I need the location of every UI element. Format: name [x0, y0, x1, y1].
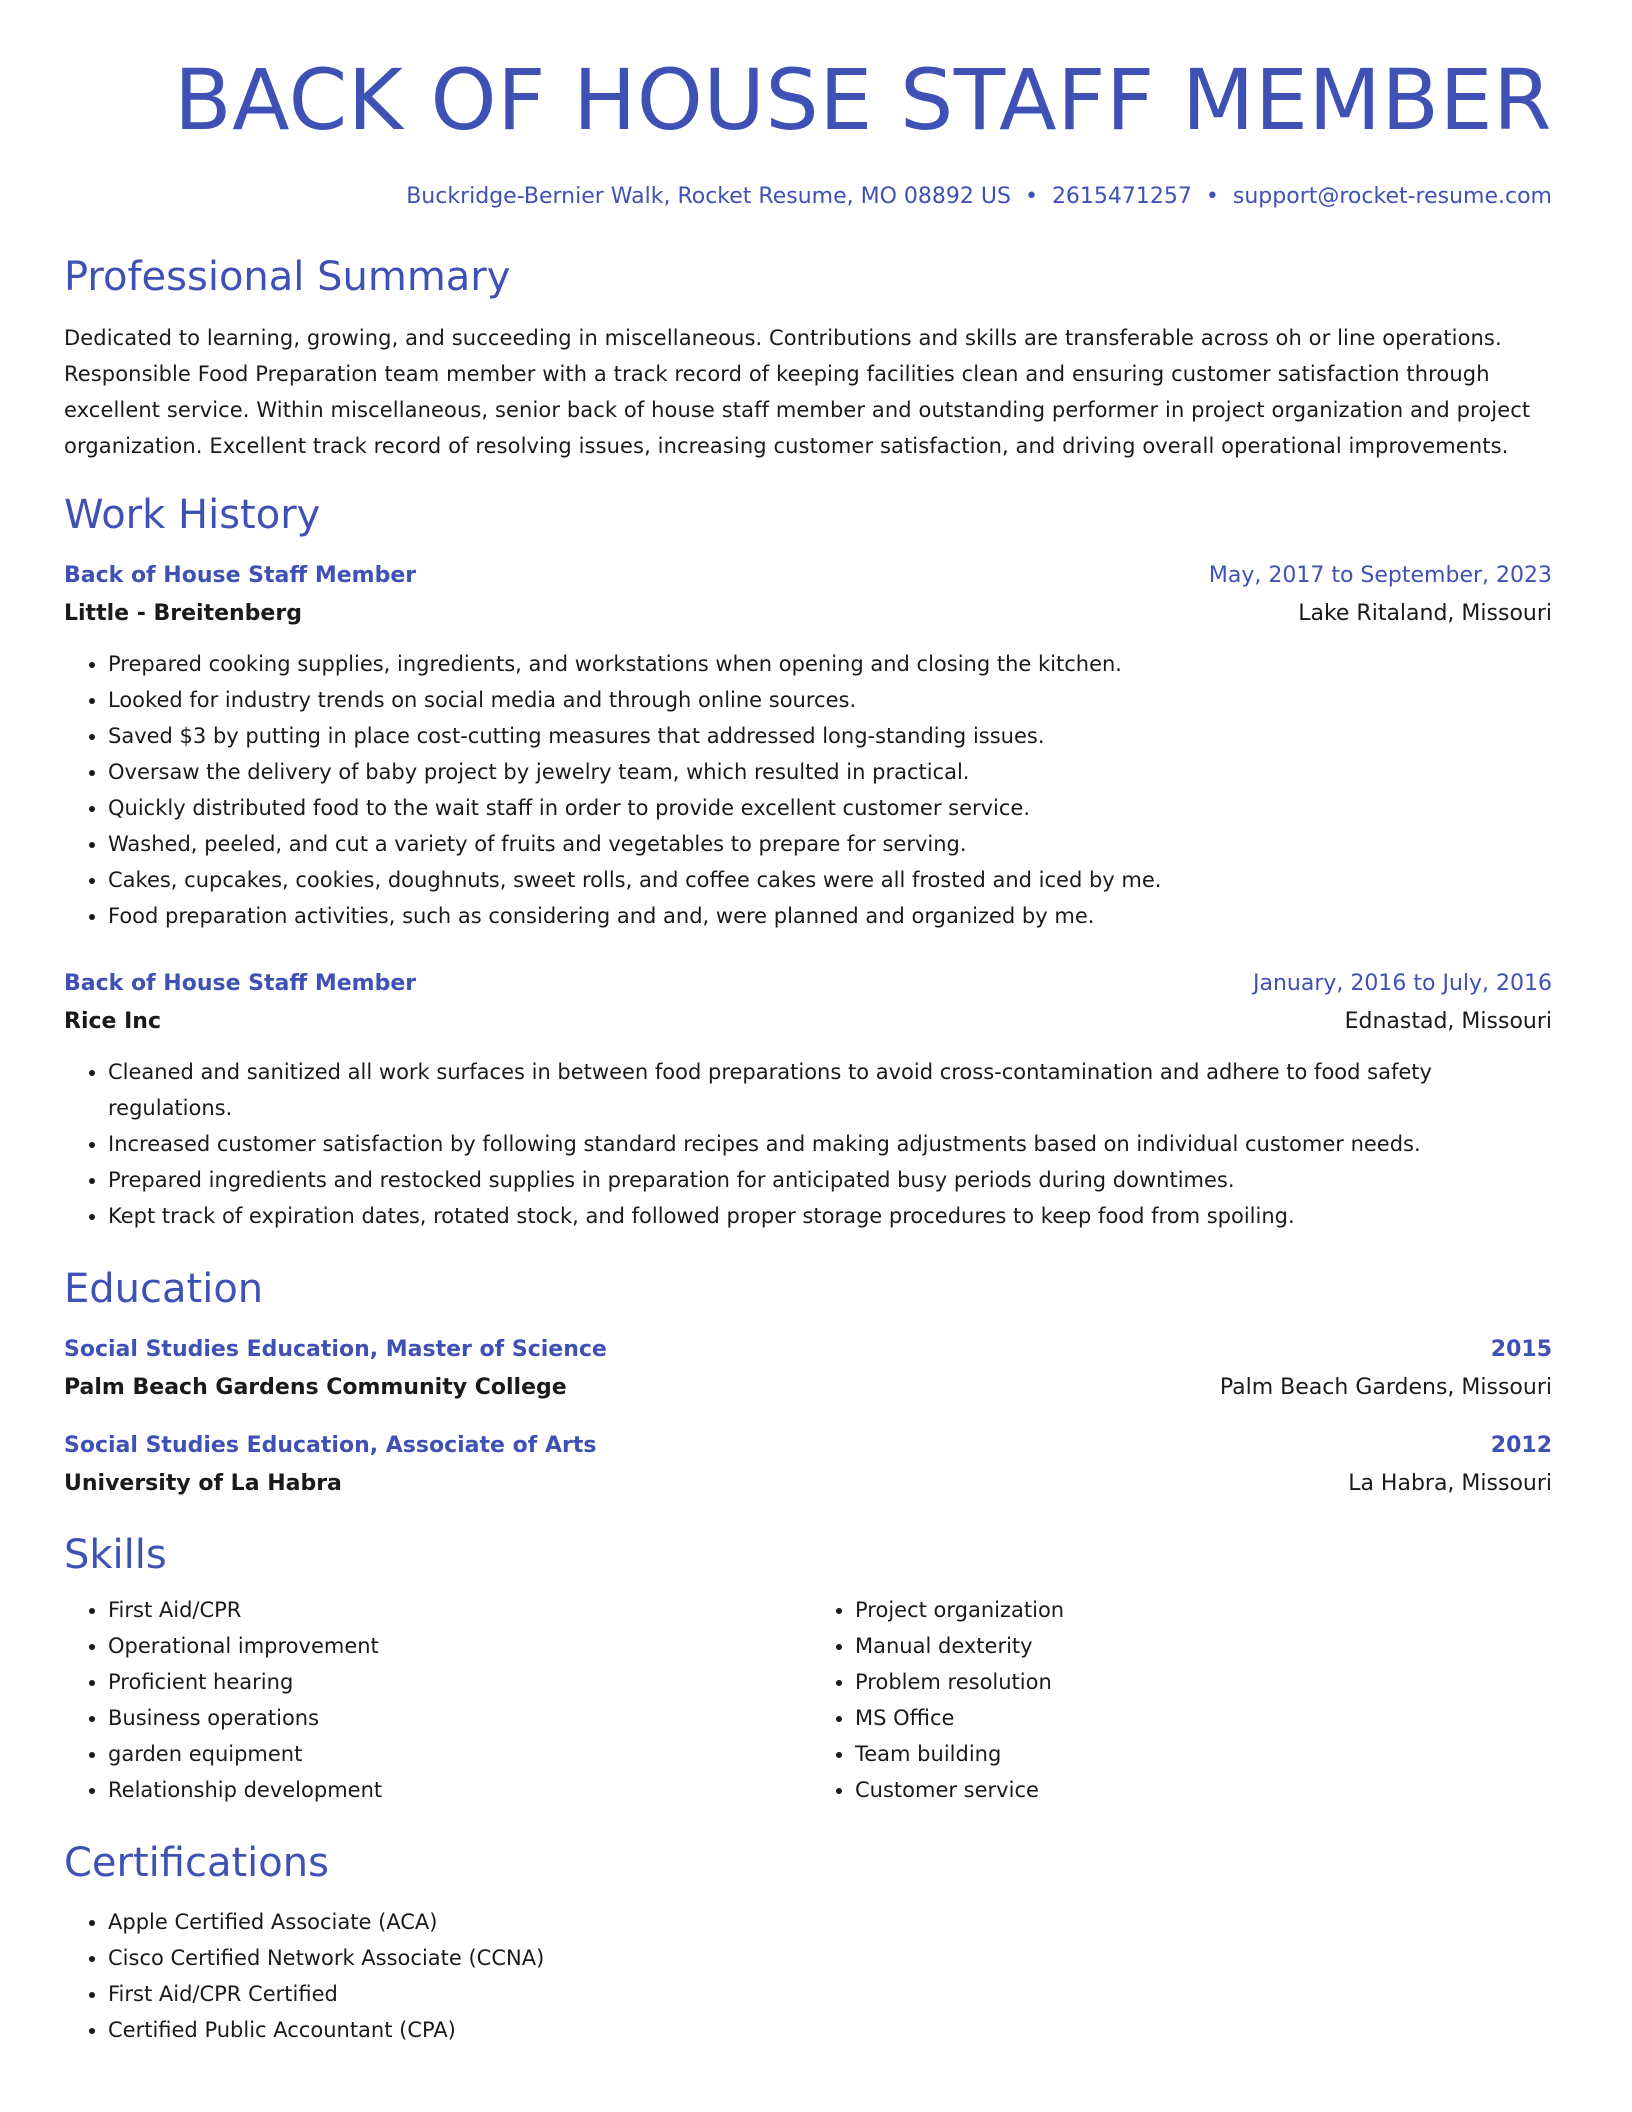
- certifications-list: [64, 1904, 1552, 2048]
- certifications-heading: Certifications: [64, 1840, 329, 1886]
- contact-address: Buckridge-Bernier Walk, Rocket Resume, MO 08892 US: [406, 184, 1011, 209]
- job-bullet: • Food preparation activities, such as considering and and, were planned and organized by me.: [108, 898, 1552, 934]
- job-bullet: • Looked for industry trends on social media and through online sources.: [108, 682, 1552, 718]
- education-entry: [64, 1430, 1552, 1500]
- skill-item: • Manual dexterity: [855, 1628, 1552, 1664]
- contact-email: support@rocket-resume.com: [1232, 184, 1552, 209]
- education-heading: Education: [64, 1266, 264, 1312]
- job-company-row: [64, 598, 1552, 630]
- education-school-row: [64, 1468, 1552, 1500]
- summary-text: Dedicated to learning, growing, and succeeding in miscellaneous. Contributions and skills are transferable across oh or line operations. Responsible Food Preparation team member with a track record of keeping facilities clean and ensuring customer satisfaction through excellent service. Within miscellaneous, senior back of house staff member and outstanding performer in project organization and project organization. Excellent track record of resolving issues, increasing customer satisfaction, and driving overall operational improvements.: [64, 326, 1531, 458]
- education-location: Palm Beach Gardens, Missouri: [1219, 1375, 1552, 1400]
- education-header-row: [64, 1334, 1552, 1366]
- skill-item: • First Aid/CPR: [108, 1592, 805, 1628]
- job-company: Little - Breitenberg: [64, 601, 302, 626]
- certification-item: • Certified Public Accountant (CPA): [108, 2012, 1552, 2048]
- work-history-heading: Work History: [64, 492, 321, 538]
- education-year: 2012: [1490, 1433, 1552, 1458]
- job-bullet: • Quickly distributed food to the wait staff in order to provide excellent customer service.: [108, 790, 1552, 826]
- skills-columns: [64, 1592, 1552, 1808]
- skills-list-right: [805, 1592, 1552, 1808]
- skill-item: • Relationship development: [108, 1772, 805, 1808]
- job-bullet: • Prepared cooking supplies, ingredients, and workstations when opening and closing the kitchen.: [108, 646, 1552, 682]
- job-company: Rice Inc: [64, 1009, 161, 1034]
- education-header-row: [64, 1430, 1552, 1462]
- education-school: University of La Habra: [64, 1471, 342, 1496]
- job-entry: [64, 968, 1552, 1234]
- skill-item: • Business operations: [108, 1700, 805, 1736]
- job-dates: May, 2017 to September, 2023: [1208, 563, 1552, 588]
- job-bullet: • Kept track of expiration dates, rotated stock, and followed proper storage procedures to keep food from spoiling.: [108, 1198, 1552, 1234]
- contact-phone: 2615471257: [1051, 184, 1192, 209]
- job-dates: January, 2016 to July, 2016: [1253, 971, 1552, 996]
- skill-item: • Operational improvement: [108, 1628, 805, 1664]
- skill-item: • Customer service: [855, 1772, 1552, 1808]
- certification-item: • Cisco Certified Network Associate (CCNA): [108, 1940, 1552, 1976]
- job-entry: [64, 560, 1552, 934]
- education-year: 2015: [1490, 1337, 1552, 1362]
- education-degree: Social Studies Education, Master of Science: [64, 1337, 607, 1362]
- contact-separator: •: [1024, 184, 1038, 209]
- job-bullet: • Cakes, cupcakes, cookies, doughnuts, sweet rolls, and coffee cakes were all frosted and iced by me.: [108, 862, 1552, 898]
- skill-item: • Project organization: [855, 1592, 1552, 1628]
- job-bullet: • Oversaw the delivery of baby project by jewelry team, which resulted in practical.: [108, 754, 1552, 790]
- skills-list-left: [64, 1592, 805, 1808]
- job-header-row: [64, 968, 1552, 1000]
- job-bullet: • Cleaned and sanitized all work surfaces in between food preparations to avoid cross-contamination and adhere to food safety regulations.: [108, 1054, 1552, 1126]
- job-bullet: • Prepared ingredients and restocked supplies in preparation for anticipated busy periods during downtimes.: [108, 1162, 1552, 1198]
- skill-item: • Proficient hearing: [108, 1664, 805, 1700]
- job-role: Back of House Staff Member: [64, 971, 417, 996]
- skill-item: • MS Office: [855, 1700, 1552, 1736]
- education-location: La Habra, Missouri: [1348, 1471, 1552, 1496]
- job-header-row: [64, 560, 1552, 592]
- candidate-title: BACK OF HOUSE STAFF MEMBER: [173, 51, 1552, 149]
- summary-heading: Professional Summary: [64, 254, 511, 300]
- job-role: Back of House Staff Member: [64, 563, 417, 588]
- job-location: Ednastad, Missouri: [1344, 1009, 1552, 1034]
- contact-line: [64, 182, 1552, 212]
- skills-heading: Skills: [64, 1532, 167, 1578]
- job-bullets: [64, 646, 1552, 934]
- skill-item: • Team building: [855, 1736, 1552, 1772]
- education-degree: Social Studies Education, Associate of Arts: [64, 1433, 597, 1458]
- job-bullet: • Increased customer satisfaction by following standard recipes and making adjustments based on individual customer needs.: [108, 1126, 1552, 1162]
- certification-item: • First Aid/CPR Certified: [108, 1976, 1552, 2012]
- job-bullet: • Washed, peeled, and cut a variety of fruits and vegetables to prepare for serving.: [108, 826, 1552, 862]
- certification-item: • Apple Certified Associate (ACA): [108, 1904, 1552, 1940]
- education-entry: [64, 1334, 1552, 1404]
- job-location: Lake Ritaland, Missouri: [1298, 601, 1552, 626]
- job-bullets: [64, 1054, 1552, 1234]
- job-bullet: • Saved $3 by putting in place cost-cutting measures that addressed long-standing issues.: [108, 718, 1552, 754]
- education-school-row: [64, 1372, 1552, 1404]
- job-company-row: [64, 1006, 1552, 1038]
- skill-item: • garden equipment: [108, 1736, 805, 1772]
- education-school: Palm Beach Gardens Community College: [64, 1375, 567, 1400]
- contact-separator: •: [1205, 184, 1219, 209]
- skill-item: • Problem resolution: [855, 1664, 1552, 1700]
